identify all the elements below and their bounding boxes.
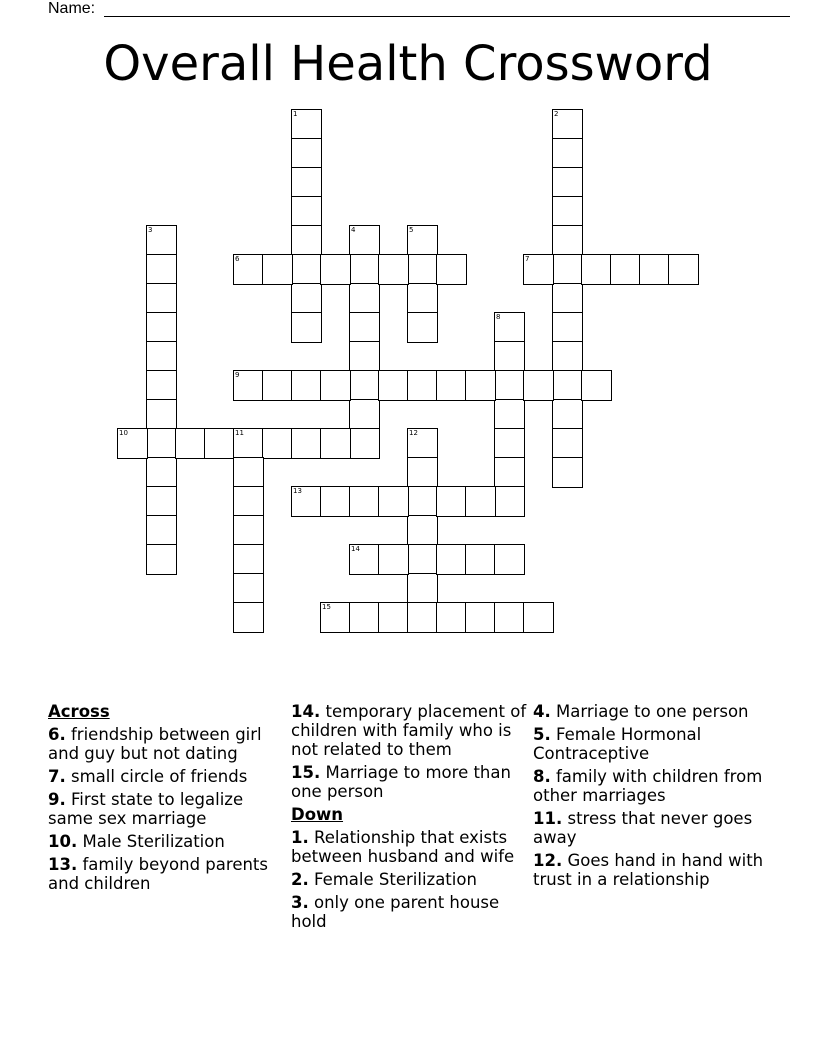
grid-cell[interactable] xyxy=(320,254,351,285)
grid-cell[interactable] xyxy=(494,457,525,488)
grid-cell[interactable] xyxy=(639,254,670,285)
clue-number: 3 xyxy=(148,226,153,234)
page-title: Overall Health Crossword xyxy=(103,36,713,92)
clue-number: 4 xyxy=(351,226,356,234)
clue-item-text: Relationship that exists between husband and wife xyxy=(291,828,515,866)
grid-cell[interactable] xyxy=(378,544,409,575)
clue-item xyxy=(533,767,773,805)
grid-cell[interactable] xyxy=(378,602,409,633)
grid-cell[interactable] xyxy=(407,515,438,546)
grid-cell[interactable] xyxy=(378,486,409,517)
grid-cell[interactable] xyxy=(552,109,583,140)
clue-item-number: 15. xyxy=(291,763,321,782)
grid-cell[interactable] xyxy=(581,254,612,285)
clue-item-text: small circle of friends xyxy=(65,767,248,786)
grid-cell[interactable] xyxy=(552,399,583,430)
across-clue-list-continued xyxy=(291,702,527,801)
grid-cell[interactable] xyxy=(146,254,177,285)
clue-item xyxy=(533,702,773,721)
grid-cell[interactable] xyxy=(146,312,177,343)
clue-item-text: only one parent house hold xyxy=(291,893,500,931)
clue-item xyxy=(48,832,288,851)
grid-cell[interactable] xyxy=(552,370,583,401)
clue-item xyxy=(533,809,773,847)
clue-column-1 xyxy=(48,702,288,897)
grid-cell[interactable] xyxy=(146,457,177,488)
grid-cell[interactable] xyxy=(523,602,554,633)
grid-cell[interactable] xyxy=(175,428,206,459)
grid-cell[interactable] xyxy=(233,370,264,401)
grid-cell[interactable] xyxy=(436,254,467,285)
grid-cell[interactable] xyxy=(407,254,438,285)
grid-cell[interactable] xyxy=(291,196,322,227)
grid-cell[interactable] xyxy=(349,486,380,517)
grid-cell[interactable] xyxy=(436,486,467,517)
grid-cell[interactable] xyxy=(233,573,264,604)
grid-cell[interactable] xyxy=(291,138,322,169)
across-heading: Across xyxy=(48,702,110,721)
clue-item xyxy=(48,767,288,786)
clue-column-2 xyxy=(291,702,527,935)
grid-cell[interactable] xyxy=(465,544,496,575)
grid-cell[interactable] xyxy=(378,254,409,285)
grid-cell[interactable] xyxy=(349,370,380,401)
clue-number: 5 xyxy=(409,226,414,234)
grid-cell[interactable] xyxy=(349,341,380,372)
clue-number: 9 xyxy=(235,371,240,379)
clue-item xyxy=(291,763,527,801)
grid-cell[interactable] xyxy=(581,370,612,401)
clue-number: 1 xyxy=(293,110,298,118)
grid-cell[interactable] xyxy=(378,370,409,401)
grid-cell[interactable] xyxy=(407,428,438,459)
grid-cell[interactable] xyxy=(320,486,351,517)
grid-cell[interactable] xyxy=(494,428,525,459)
grid-cell[interactable] xyxy=(494,312,525,343)
grid-cell[interactable] xyxy=(146,370,177,401)
grid-cell[interactable] xyxy=(668,254,699,285)
clue-item-text: friendship between girl and guy but not dating xyxy=(48,725,262,763)
grid-cell[interactable] xyxy=(552,225,583,256)
clue-item-text: stress that never goes away xyxy=(533,809,753,847)
grid-cell[interactable] xyxy=(407,573,438,604)
grid-cell[interactable] xyxy=(494,399,525,430)
grid-cell[interactable] xyxy=(349,254,380,285)
grid-cell[interactable] xyxy=(407,486,438,517)
clue-item-number: 14. xyxy=(291,702,321,721)
grid-cell[interactable] xyxy=(552,138,583,169)
grid-cell[interactable] xyxy=(233,515,264,546)
clue-item-number: 13. xyxy=(48,855,78,874)
grid-cell[interactable] xyxy=(233,544,264,575)
grid-cell[interactable] xyxy=(552,167,583,198)
clue-number: 8 xyxy=(496,313,501,321)
grid-cell[interactable] xyxy=(610,254,641,285)
grid-cell[interactable] xyxy=(436,370,467,401)
grid-cell[interactable] xyxy=(146,515,177,546)
clue-number: 13 xyxy=(293,487,302,495)
grid-cell[interactable] xyxy=(146,428,177,459)
grid-cell[interactable] xyxy=(552,428,583,459)
grid-cell[interactable] xyxy=(233,602,264,633)
clue-item-number: 7. xyxy=(48,767,66,786)
clue-item-text: Female Sterilization xyxy=(308,870,477,889)
clue-item xyxy=(533,851,773,889)
grid-cell[interactable] xyxy=(552,312,583,343)
grid-cell[interactable] xyxy=(407,602,438,633)
clue-item xyxy=(48,790,288,828)
grid-cell[interactable] xyxy=(465,602,496,633)
clue-item-number: 11. xyxy=(533,809,563,828)
grid-cell[interactable] xyxy=(523,370,554,401)
clue-number: 7 xyxy=(525,255,530,263)
clue-item-number: 5. xyxy=(533,725,551,744)
grid-cell[interactable] xyxy=(146,486,177,517)
grid-cell[interactable] xyxy=(233,428,264,459)
grid-cell[interactable] xyxy=(407,283,438,314)
clue-item xyxy=(291,893,527,931)
clue-number: 11 xyxy=(235,429,244,437)
clue-item xyxy=(533,725,773,763)
grid-cell[interactable] xyxy=(494,544,525,575)
grid-cell[interactable] xyxy=(436,544,467,575)
clue-number: 14 xyxy=(351,545,360,553)
clue-item xyxy=(291,828,527,866)
grid-cell[interactable] xyxy=(204,428,235,459)
grid-cell[interactable] xyxy=(262,428,293,459)
grid-cell[interactable] xyxy=(407,225,438,256)
grid-cell[interactable] xyxy=(494,602,525,633)
grid-cell[interactable] xyxy=(494,341,525,372)
clue-number: 15 xyxy=(322,603,331,611)
grid-cell[interactable] xyxy=(552,283,583,314)
grid-cell[interactable] xyxy=(146,544,177,575)
grid-cell[interactable] xyxy=(349,428,380,459)
clue-number: 6 xyxy=(235,255,240,263)
grid-cell[interactable] xyxy=(233,486,264,517)
grid-cell[interactable] xyxy=(291,254,322,285)
clue-item-text: Female Hormonal Contraceptive xyxy=(533,725,702,763)
clue-item-number: 2. xyxy=(291,870,309,889)
grid-cell[interactable] xyxy=(291,109,322,140)
clue-item-text: family with children from other marriages xyxy=(533,767,763,805)
grid-cell[interactable] xyxy=(291,167,322,198)
grid-cell[interactable] xyxy=(146,341,177,372)
grid-cell[interactable] xyxy=(291,312,322,343)
grid-cell[interactable] xyxy=(552,196,583,227)
grid-cell[interactable] xyxy=(494,486,525,517)
down-heading: Down xyxy=(291,805,344,824)
grid-cell[interactable] xyxy=(291,225,322,256)
clue-item-text: First state to legalize same sex marriage xyxy=(48,790,244,828)
grid-cell[interactable] xyxy=(146,225,177,256)
grid-cell[interactable] xyxy=(407,312,438,343)
grid-cell[interactable] xyxy=(465,486,496,517)
grid-cell[interactable] xyxy=(349,399,380,430)
name-label: Name: xyxy=(48,0,96,17)
grid-cell[interactable] xyxy=(233,254,264,285)
clue-item xyxy=(291,702,527,759)
grid-cell[interactable] xyxy=(117,428,148,459)
grid-cell[interactable] xyxy=(291,370,322,401)
grid-cell[interactable] xyxy=(436,602,467,633)
clue-item-number: 6. xyxy=(48,725,66,744)
grid-cell[interactable] xyxy=(552,341,583,372)
grid-cell[interactable] xyxy=(291,486,322,517)
grid-cell[interactable] xyxy=(146,283,177,314)
grid-cell[interactable] xyxy=(407,370,438,401)
grid-cell[interactable] xyxy=(349,283,380,314)
grid-cell[interactable] xyxy=(262,254,293,285)
clue-column-3 xyxy=(533,702,773,893)
down-clue-list-continued xyxy=(533,702,773,889)
grid-cell[interactable] xyxy=(146,399,177,430)
clue-item xyxy=(291,870,527,889)
grid-cell[interactable] xyxy=(262,370,293,401)
clue-number: 2 xyxy=(554,110,559,118)
down-clue-list xyxy=(291,828,527,931)
grid-cell[interactable] xyxy=(349,544,380,575)
clue-item-text: Male Sterilization xyxy=(77,832,225,851)
grid-cell[interactable] xyxy=(320,370,351,401)
clue-item-number: 12. xyxy=(533,851,563,870)
grid-cell[interactable] xyxy=(320,602,351,633)
grid-cell[interactable] xyxy=(291,428,322,459)
clue-item-number: 1. xyxy=(291,828,309,847)
grid-cell[interactable] xyxy=(233,457,264,488)
clue-item-text: temporary placement of children with family who is not related to them xyxy=(291,702,527,759)
clue-item-number: 4. xyxy=(533,702,551,721)
grid-cell[interactable] xyxy=(349,312,380,343)
clue-item-number: 9. xyxy=(48,790,66,809)
grid-cell[interactable] xyxy=(320,428,351,459)
clue-item xyxy=(48,855,288,893)
clue-item-number: 8. xyxy=(533,767,551,786)
grid-cell[interactable] xyxy=(349,225,380,256)
clue-item-number: 3. xyxy=(291,893,309,912)
across-clue-list xyxy=(48,725,288,893)
clue-item-text: Marriage to one person xyxy=(550,702,749,721)
clue-number: 12 xyxy=(409,429,418,437)
clue-item xyxy=(48,725,288,763)
grid-cell[interactable] xyxy=(494,370,525,401)
grid-cell[interactable] xyxy=(349,602,380,633)
clue-item-text: Goes hand in hand with trust in a relationship xyxy=(533,851,764,889)
grid-cell[interactable] xyxy=(291,283,322,314)
clue-item-text: family beyond parents and children xyxy=(48,855,268,893)
clue-number: 10 xyxy=(119,429,128,437)
grid-cell[interactable] xyxy=(552,457,583,488)
grid-cell[interactable] xyxy=(407,457,438,488)
grid-cell[interactable] xyxy=(407,544,438,575)
grid-cell[interactable] xyxy=(552,254,583,285)
grid-cell[interactable] xyxy=(465,370,496,401)
clue-item-number: 10. xyxy=(48,832,78,851)
clue-item-text: Marriage to more than one person xyxy=(291,763,511,801)
grid-cell[interactable] xyxy=(523,254,554,285)
